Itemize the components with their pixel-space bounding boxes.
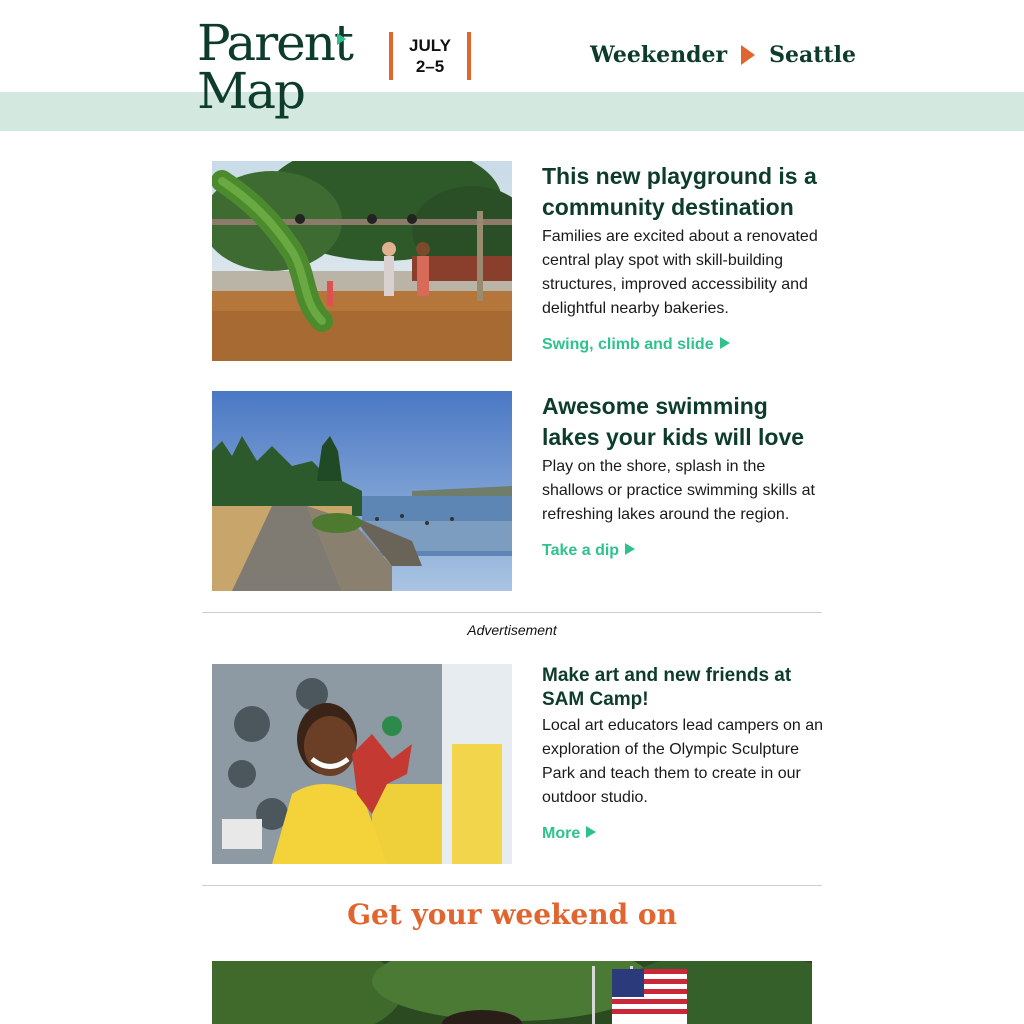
newsletter-title (590, 38, 856, 72)
article-text (542, 161, 824, 356)
swing-climb-slide-link[interactable] (542, 334, 730, 356)
sam-camp-photo[interactable] (212, 664, 512, 864)
article-title[interactable]: Awesome swimming lakes your kids will love (542, 393, 805, 450)
issue-date (389, 32, 471, 80)
logo-text-line1: Parent (197, 14, 352, 72)
header-band (0, 92, 1024, 131)
newsletter-name: Weekender (590, 42, 728, 68)
article-playground (212, 161, 824, 361)
article-body: Play on the shore, splash in the shallows or practice swimming skills at refreshing lakes around the region. (542, 458, 815, 523)
parentmap-logo[interactable] (197, 16, 357, 122)
article-swimming-lakes (212, 391, 824, 591)
ad-text (542, 664, 824, 845)
divider (202, 885, 822, 886)
issue-date-month: JULY (409, 36, 451, 55)
ad-title[interactable]: Make art and new friends at SAM Camp! (542, 665, 792, 710)
arrow-right-icon (720, 337, 730, 349)
article-title[interactable]: This new playground is a community destination (542, 163, 817, 220)
cta-label: Take a dip (542, 542, 620, 559)
logo-text-line2: Map (197, 62, 305, 120)
arrow-right-icon (625, 543, 635, 555)
logo-triangle-icon (337, 33, 346, 45)
advertisement-label: Advertisement (467, 622, 557, 638)
cta-label: More (542, 825, 581, 842)
take-a-dip-link[interactable] (542, 540, 635, 562)
more-link[interactable] (542, 823, 596, 845)
newsletter-city: Seattle (769, 42, 856, 68)
ad-body: Local art educators lead campers on an exploration of the Olympic Sculpture Park and teach them to create in our outdoor studio. (542, 717, 824, 806)
arrow-right-icon (586, 826, 596, 838)
divider (202, 612, 822, 613)
article-body: Families are excited about a renovated central play spot with skill-building structures, improved accessibility and delightful nearby bakeries. (542, 228, 818, 317)
weekend-hero-photo[interactable] (212, 961, 812, 1024)
article-text (542, 391, 824, 562)
section-title: Get your weekend on (347, 898, 677, 931)
cta-label: Swing, climb and slide (542, 336, 714, 353)
ad-sam-camp (212, 664, 824, 864)
lake-photo[interactable] (212, 391, 512, 591)
issue-date-range: 2–5 (415, 57, 445, 76)
playground-photo[interactable] (212, 161, 512, 361)
header (0, 0, 1024, 131)
play-triangle-icon (741, 45, 755, 65)
